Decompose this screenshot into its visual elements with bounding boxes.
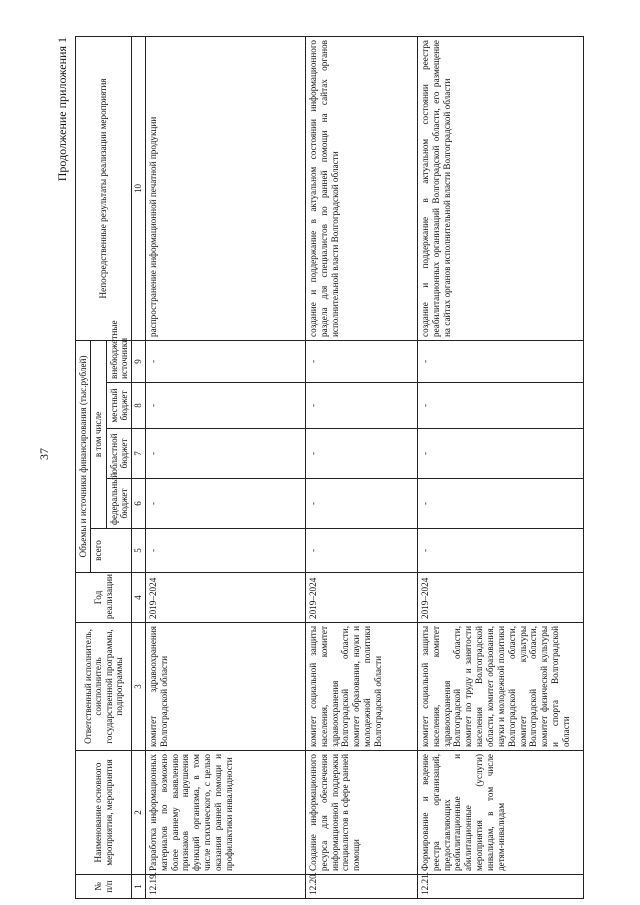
header-funding: Объемы и источники финансирования (тыс.рублей)	[76, 341, 91, 573]
col-num: 6	[132, 479, 146, 529]
row-federal: -	[305, 479, 417, 529]
row-name: Формирование и ведение реестра организаций, предоставляющих реабилитационные и абилитационные мероприятия (услуги) инвалидам, в том числе детям-инвалидам	[417, 751, 583, 875]
row-executor: комитет социальной защиты населения, комитет здравоохранения Волгоградской области, комитет образования, науки и молодежной политики Волгоградской области	[305, 623, 417, 751]
row-result: распространение информационной печатной продукции	[145, 37, 305, 341]
program-table	[75, 36, 584, 899]
header-executor: Ответственный исполнитель, соисполнитель государственной программы, подпрограммы	[76, 623, 132, 751]
row-local: -	[417, 383, 583, 429]
header-local: местный бюджет	[106, 383, 132, 429]
row-executor: комитет социальной защиты населения, комитет здравоохранения Волгоградской области, комитет по труду и занятости населения Волгоградской области, комитет образования, науки и молодежной политики Волгоградской области, комитет культуры Волгоградской области, комитет физической культуры и спорта Волгоградской области	[417, 623, 583, 751]
header-federal: федеральный бюджет	[106, 479, 132, 529]
row-year: 2019–2024	[145, 573, 305, 623]
row-num: 12.20.	[305, 875, 417, 899]
row-name: Разработка информационных материалов по возможно более раннему выявлению признаков нарушения функций организма, в том числе психического, с целью оказания ранней помощи и профилактики инвалидности	[145, 751, 305, 875]
header-name: Наименование основного мероприятия, мероприятия	[76, 751, 132, 875]
row-num: 12.19.	[145, 875, 305, 899]
row-total: -	[305, 529, 417, 573]
row-extra: -	[145, 341, 305, 383]
row-result: создание и поддержание в актуальном состоянии реестра реабилитационных организаций Волгоградской области, его размещение на сайтах органов исполнительной власти Волгоградской области	[417, 37, 583, 341]
header-extra: внебюджетные источники	[106, 341, 132, 383]
header-results: Непосредственные результаты реализации мероприятия	[76, 37, 132, 341]
col-num: 1	[132, 875, 146, 899]
row-year: 2019–2024	[305, 573, 417, 623]
page-number	[37, 444, 51, 464]
rotated-page	[55, 37, 626, 899]
row-federal: -	[417, 479, 583, 529]
row-local: -	[305, 383, 417, 429]
header-total: всего	[91, 529, 132, 573]
col-num: 3	[132, 623, 146, 751]
row-federal: -	[145, 479, 305, 529]
table-row	[305, 37, 417, 899]
row-regional: -	[417, 429, 583, 479]
row-regional: -	[305, 429, 417, 479]
row-num: 12.21.	[417, 875, 583, 899]
row-total: -	[417, 529, 583, 573]
header-regional: областной бюджет	[106, 429, 132, 479]
row-name: Создание информационного ресурса для обеспечения информационной поддержки специалистов в сфере ранней помощи	[305, 751, 417, 875]
col-num: 7	[132, 429, 146, 479]
column-number-row	[132, 37, 146, 899]
row-extra: -	[417, 341, 583, 383]
table-row	[145, 37, 305, 899]
table-row	[417, 37, 583, 899]
header-year: Год реализации	[76, 573, 132, 623]
col-num: 8	[132, 383, 146, 429]
col-num: 2	[132, 751, 146, 875]
row-total: -	[145, 529, 305, 573]
row-extra: -	[305, 341, 417, 383]
col-num: 9	[132, 341, 146, 383]
header-incl: в том числе	[91, 341, 106, 529]
row-year: 2019–2024	[417, 573, 583, 623]
col-num: 5	[132, 529, 146, 573]
continuation-title: Продолжение приложения 1	[55, 37, 69, 182]
page-number-text: 37	[37, 448, 51, 460]
row-executor: комитет здравоохранения Волгоградской области	[145, 623, 305, 751]
header-num: № п/п	[76, 875, 132, 899]
col-num: 10	[132, 37, 146, 341]
row-result: создание и поддержание в актуальном состоянии информационного раздела для специалистов по ранней помощи на сайтах органов исполнительной власти Волгоградской области	[305, 37, 417, 341]
row-local: -	[145, 383, 305, 429]
row-regional: -	[145, 429, 305, 479]
col-num: 4	[132, 573, 146, 623]
